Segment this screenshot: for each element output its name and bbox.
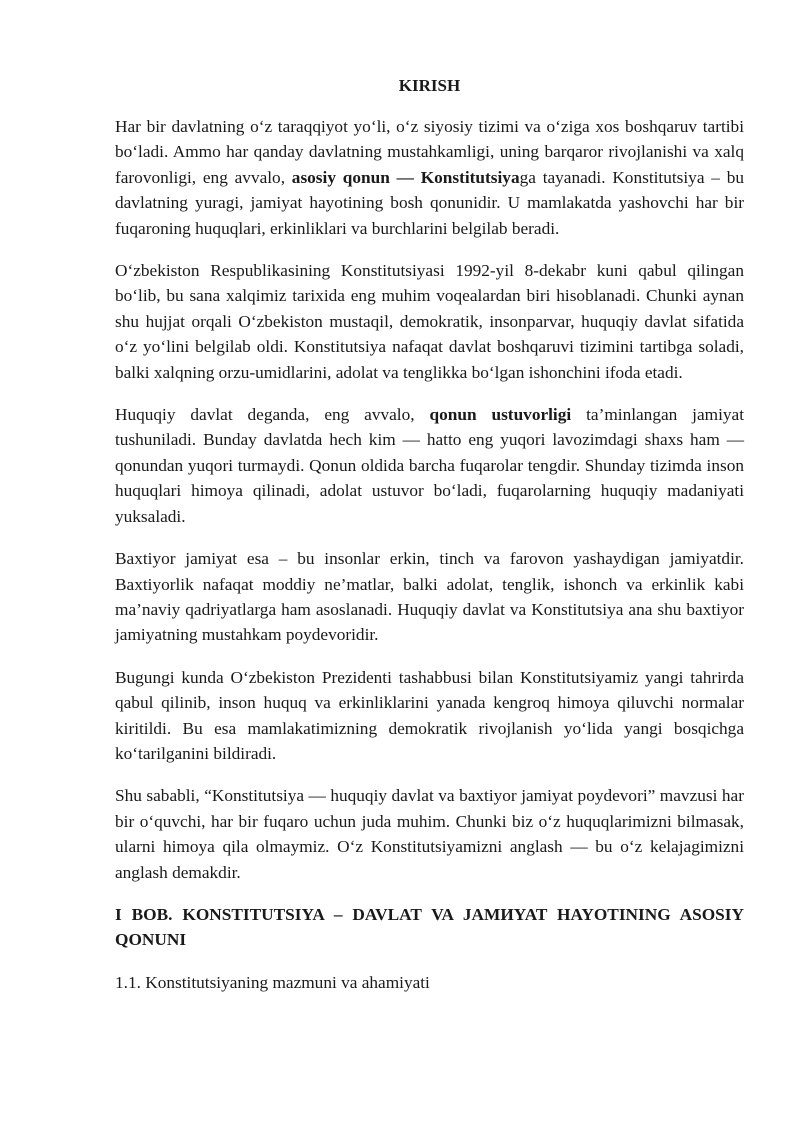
text-run: Shu sababli, “Konstitutsiya — huquqiy davlat va baxtiyor jamiyat poydevori” mavzusi har bir o‘quvchi, har bir fuqaro uchun juda muhim. Chunki biz o‘z huquqlarimizni bilmasak, ularni himoya qila olmaymiz. O‘z Konstitutsiyamizni anglash — bu o‘z kelajagimizni anglash demakdir. [115,786,744,882]
paragraph [115,546,744,648]
body-text [115,114,744,885]
subsection-heading: 1.1. Konstitutsiyaning mazmuni va ahamiyati [115,972,430,992]
text-run: Huquqiy davlat deganda, eng avvalo, [115,405,430,425]
text-run: ta’minlangan jamiyat tushuniladi. Bunday davlatda hech kim — hatto eng yuqori lavozimdagi shaxs ham — qonundan yuqori turmaydi. Qonun oldida barcha fuqarolar tengdir. Shunday tizimda inson huquqlari himoya qilinadi, adolat ustuvor bo‘ladi, fuqarolarning huquqiy madaniyati yuksaladi. [115,405,745,526]
paragraph [115,258,744,385]
text-run: Baxtiyor jamiyat esa – bu insonlar erkin, tinch va farovon yashaydigan jamiyatdir. Baxtiyorlik nafaqat moddiy ne’matlar, balki adolat, tenglik, ishonch va erkinlik kabi ma’naviy qadriyatlarga ham asoslanadi. Huquqiy davlat va Konstitutsiya ana shu baxtiyor jamiyatning mustahkam poydevoridir. [115,549,744,645]
paragraph [115,114,744,241]
paragraph [115,402,744,529]
bold-text: asosiy qonun — Konstitutsiya [291,167,520,187]
text-run: O‘zbekiston Respublikasining Konstitutsiyasi 1992-yil 8-dekabr kuni qabul qilingan bo‘lib, bu sana xalqimiz tarixida eng muhim voqealardan biri hisoblanadi. Chunki aynan shu hujjat orqali O‘zbekiston mustaqil, demokratik, insonparvar, huquqiy davlat sifatida o‘z yo‘lini belgilab oldi. Konstitutsiya nafaqat davlat boshqaruvi tizimini tartibga soladi, balki xalqning orzu-umidlarini, adolat va tenglikka bo‘lgan ishonchini ifoda etadi. [115,261,744,382]
page-title: KIRISH [398,76,461,95]
text-run: ga tayanadi. Konstitutsiya – bu davlatning yuragi, jamiyat hayotining bosh qonunidir. U mamlakatda yashovchi har bir fuqaroning huquqlari, erkinliklari va burchlarini belgilab beradi. [115,167,744,238]
text-run: Har bir davlatning o‘z taraqqiyot yo‘li, o‘z siyosiy tizimi va o‘ziga xos boshqaruv tartibi bo‘ladi. Ammo har qanday davlatning mustahkamligi, uning barqaror rivojlanishi va xalq farovonligi, eng avvalo, [115,117,744,187]
paragraph [115,783,744,885]
chapter-heading: I BOB. KONSTITUTSIYA – DAVLAT VA JAMИYAT HAYOTINING ASOSIY QONUNI [115,904,744,950]
paragraph [115,665,744,767]
text-run: Bugungi kunda O‘zbekiston Prezidenti tashabbusi bilan Konstitutsiyamiz yangi tahrirda qabul qilinib, inson huquq va erkinliklarini yanada kengroq himoya qiluvchi normalar kiritildi. Bu esa mamlakatimizning demokratik rivojlanish yo‘lida yangi bosqichga ko‘tarilganini bildiradi. [115,667,744,763]
bold-text: qonun ustuvorligi [429,405,572,425]
